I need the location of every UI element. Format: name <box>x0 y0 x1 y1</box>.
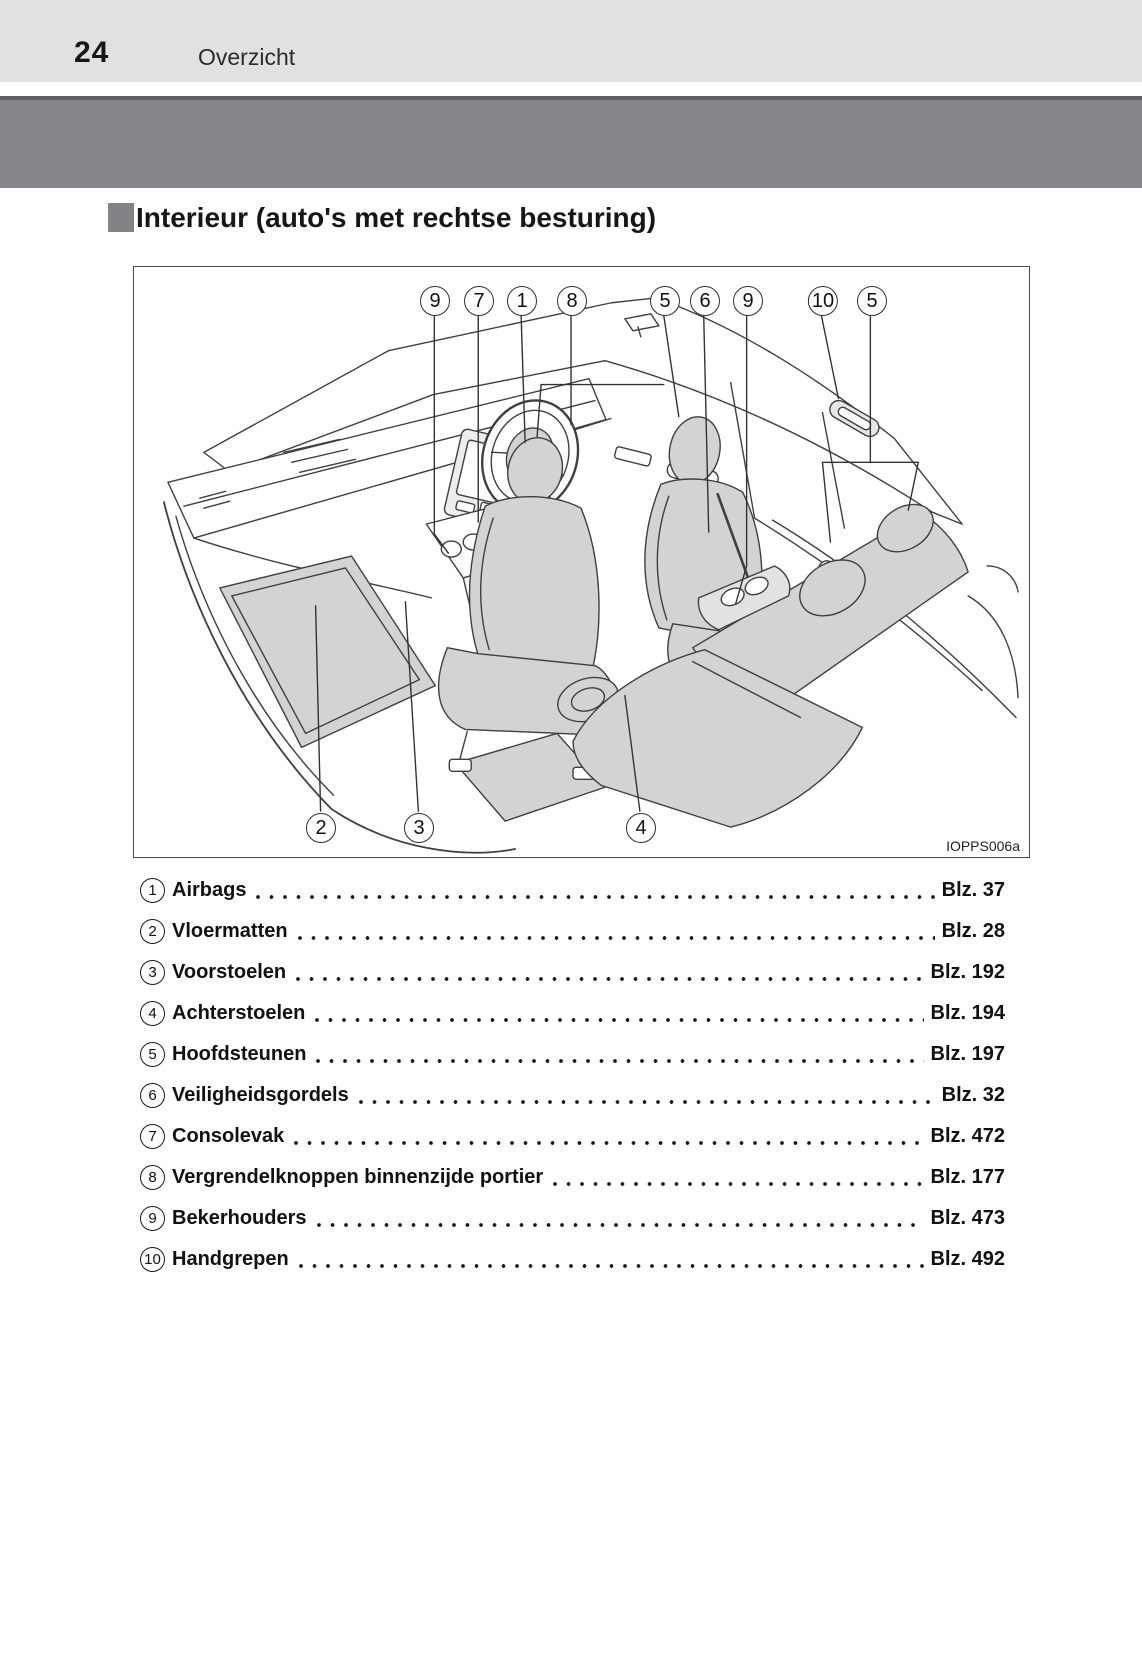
toc-item <box>140 1034 1005 1075</box>
dot-leader <box>357 1075 935 1116</box>
toc-list <box>140 870 1005 1280</box>
toc-item <box>140 1239 1005 1280</box>
car-interior-illustration <box>134 267 1029 857</box>
item-page-ref: Blz. 197 <box>930 1043 1005 1065</box>
item-label: Vergrendelknoppen binnenzijde portier <box>172 1166 544 1188</box>
dot-leader <box>314 1034 923 1075</box>
toc-item <box>140 1157 1005 1198</box>
toc-item <box>140 993 1005 1034</box>
item-number-badge: 3 <box>140 960 165 985</box>
item-page-ref: Blz. 32 <box>941 1084 1005 1106</box>
item-number-badge: 2 <box>140 919 165 944</box>
callout-10: 10 <box>808 286 838 316</box>
section-title: Overzicht <box>198 44 296 70</box>
toc-item <box>140 952 1005 993</box>
dot-leader <box>292 1116 923 1157</box>
dot-leader <box>315 1198 924 1239</box>
item-number-badge: 8 <box>140 1165 165 1190</box>
callout-1: 1 <box>507 286 537 316</box>
toc-item <box>140 911 1005 952</box>
item-number-badge: 1 <box>140 878 165 903</box>
callout-9: 9 <box>733 286 763 316</box>
item-page-ref: Blz. 28 <box>941 920 1005 942</box>
dot-leader <box>313 993 923 1034</box>
item-label: Vloermatten <box>172 920 288 942</box>
item-number-badge: 10 <box>140 1247 165 1272</box>
callout-2: 2 <box>306 813 336 843</box>
item-label: Consolevak <box>172 1125 285 1147</box>
square-bullet-icon <box>108 203 134 232</box>
item-page-ref: Blz. 473 <box>930 1207 1005 1229</box>
item-page-ref: Blz. 192 <box>930 961 1005 983</box>
callout-5: 5 <box>650 286 680 316</box>
page-header <box>0 0 1142 82</box>
callout-3: 3 <box>404 813 434 843</box>
figure-canvas <box>134 267 1029 857</box>
callout-7: 7 <box>464 286 494 316</box>
toc-item <box>140 870 1005 911</box>
callout-4: 4 <box>626 813 656 843</box>
toc-item <box>140 1116 1005 1157</box>
chapter-band <box>0 96 1142 188</box>
callout-9: 9 <box>420 286 450 316</box>
figure-heading <box>108 203 656 232</box>
item-label: Hoofdsteunen <box>172 1043 307 1065</box>
item-number-badge: 6 <box>140 1083 165 1108</box>
callout-6: 6 <box>690 286 720 316</box>
item-number-badge: 7 <box>140 1124 165 1149</box>
toc-item <box>140 1075 1005 1116</box>
item-label: Airbags <box>172 879 247 901</box>
item-label: Bekerhouders <box>172 1207 307 1229</box>
figure-frame <box>133 266 1030 858</box>
item-page-ref: Blz. 472 <box>930 1125 1005 1147</box>
dot-leader <box>297 1239 924 1280</box>
item-label: Achterstoelen <box>172 1002 306 1024</box>
item-label: Voorstoelen <box>172 961 287 983</box>
callout-8: 8 <box>557 286 587 316</box>
item-number-badge: 4 <box>140 1001 165 1026</box>
item-page-ref: Blz. 492 <box>930 1248 1005 1270</box>
dot-leader <box>254 870 934 911</box>
toc-item <box>140 1198 1005 1239</box>
callout-5: 5 <box>857 286 887 316</box>
item-label: Veiligheidsgordels <box>172 1084 349 1106</box>
item-label: Handgrepen <box>172 1248 289 1270</box>
dot-leader <box>551 1157 923 1198</box>
figure-title: Interieur (auto's met rechtse besturing) <box>136 202 657 233</box>
item-number-badge: 5 <box>140 1042 165 1067</box>
item-page-ref: Blz. 194 <box>930 1002 1005 1024</box>
item-number-badge: 9 <box>140 1206 165 1231</box>
dot-leader <box>296 911 935 952</box>
figure-code: IOPPS006a <box>946 838 1020 854</box>
page-number: 24 <box>74 36 110 69</box>
item-page-ref: Blz. 37 <box>941 879 1005 901</box>
dot-leader <box>294 952 923 993</box>
item-page-ref: Blz. 177 <box>930 1166 1005 1188</box>
